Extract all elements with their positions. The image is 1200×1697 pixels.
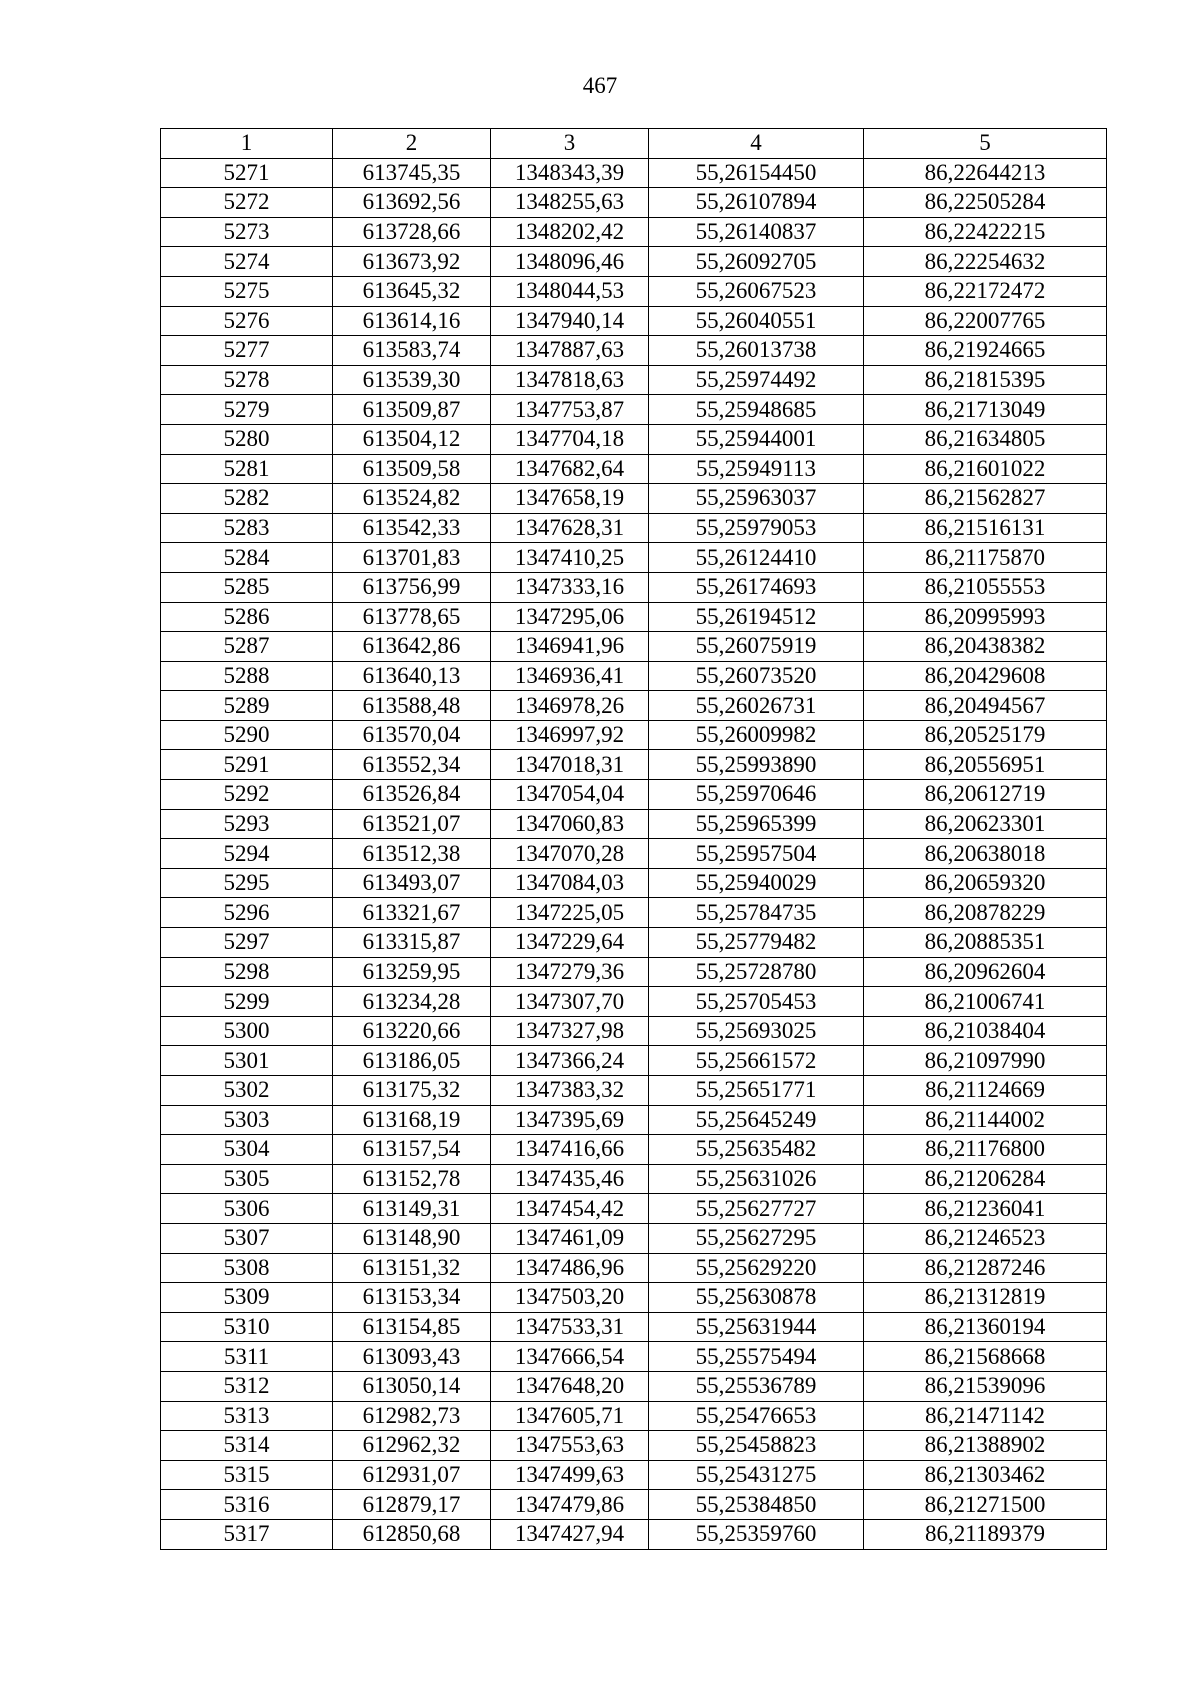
- table-cell-col-1: 5309: [161, 1283, 333, 1313]
- table-cell-col-1: 5308: [161, 1253, 333, 1283]
- table-cell-col-1: 5301: [161, 1046, 333, 1076]
- table-cell-col-1: 5274: [161, 247, 333, 277]
- table-row: [161, 602, 1107, 632]
- table-cell-col-3: 1347410,25: [491, 543, 649, 573]
- table-cell-col-5: 86,21236041: [864, 1194, 1107, 1224]
- table-cell-col-3: 1347070,28: [491, 839, 649, 869]
- table-cell-col-2: 613614,16: [333, 306, 491, 336]
- table-row: [161, 572, 1107, 602]
- table-cell-col-2: 613149,31: [333, 1194, 491, 1224]
- table-row: [161, 1312, 1107, 1342]
- table-cell-col-2: 613640,13: [333, 661, 491, 691]
- table-cell-col-4: 55,25693025: [649, 1016, 864, 1046]
- table-cell-col-1: 5287: [161, 632, 333, 662]
- table-cell-col-3: 1347499,63: [491, 1460, 649, 1490]
- table-cell-col-2: 613728,66: [333, 217, 491, 247]
- table-cell-col-3: 1347753,87: [491, 395, 649, 425]
- table-cell-col-5: 86,21246523: [864, 1223, 1107, 1253]
- table-cell-col-1: 5304: [161, 1135, 333, 1165]
- table-cell-col-3: 1347416,66: [491, 1135, 649, 1165]
- table-cell-col-5: 86,21303462: [864, 1460, 1107, 1490]
- table-cell-col-4: 55,25974492: [649, 365, 864, 395]
- table-cell-col-3: 1347887,63: [491, 336, 649, 366]
- table-cell-col-5: 86,22505284: [864, 188, 1107, 218]
- table-cell-col-4: 55,25940029: [649, 868, 864, 898]
- table-cell-col-3: 1347366,24: [491, 1046, 649, 1076]
- table-cell-col-5: 86,20885351: [864, 928, 1107, 958]
- table-cell-col-1: 5276: [161, 306, 333, 336]
- table-row: [161, 720, 1107, 750]
- table-row: [161, 1283, 1107, 1313]
- table-cell-col-5: 86,21006741: [864, 987, 1107, 1017]
- page-number: 467: [582, 73, 618, 98]
- table-row: [161, 780, 1107, 810]
- table-cell-col-2: 613148,90: [333, 1223, 491, 1253]
- table-cell-col-3: 1346936,41: [491, 661, 649, 691]
- table-cell-col-5: 86,21206284: [864, 1164, 1107, 1194]
- table-row: [161, 395, 1107, 425]
- table-cell-col-2: 613493,07: [333, 868, 491, 898]
- table-cell-col-4: 55,25728780: [649, 957, 864, 987]
- table-row: [161, 306, 1107, 336]
- table-cell-col-2: 613152,78: [333, 1164, 491, 1194]
- table-cell-col-1: 5305: [161, 1164, 333, 1194]
- table-cell-col-3: 1348255,63: [491, 188, 649, 218]
- table-cell-col-5: 86,21271500: [864, 1490, 1107, 1520]
- table-cell-col-4: 55,25645249: [649, 1105, 864, 1135]
- table-cell-col-1: 5279: [161, 395, 333, 425]
- table-row: [161, 1460, 1107, 1490]
- table-cell-col-1: 5272: [161, 188, 333, 218]
- table-cell-col-4: 55,25651771: [649, 1076, 864, 1106]
- table-cell-col-2: 613153,34: [333, 1283, 491, 1313]
- table-cell-col-5: 86,22172472: [864, 276, 1107, 306]
- table-cell-col-4: 55,26140837: [649, 217, 864, 247]
- table-cell-col-1: 5278: [161, 365, 333, 395]
- table-cell-col-3: 1348044,53: [491, 276, 649, 306]
- table-cell-col-4: 55,25705453: [649, 987, 864, 1017]
- table-cell-col-5: 86,20995993: [864, 602, 1107, 632]
- table-cell-col-4: 55,25963037: [649, 484, 864, 514]
- table-cell-col-2: 613778,65: [333, 602, 491, 632]
- table-cell-col-3: 1347225,05: [491, 898, 649, 928]
- table-cell-col-3: 1347427,94: [491, 1519, 649, 1549]
- table-cell-col-3: 1347940,14: [491, 306, 649, 336]
- table-cell-col-1: 5292: [161, 780, 333, 810]
- table-cell-col-1: 5291: [161, 750, 333, 780]
- table-row: [161, 1371, 1107, 1401]
- table-cell-col-4: 55,25631944: [649, 1312, 864, 1342]
- table-cell-col-3: 1347666,54: [491, 1342, 649, 1372]
- table-cell-col-3: 1347435,46: [491, 1164, 649, 1194]
- table-row: [161, 957, 1107, 987]
- table-cell-col-3: 1347333,16: [491, 572, 649, 602]
- table-row: [161, 1401, 1107, 1431]
- table-cell-col-5: 86,21038404: [864, 1016, 1107, 1046]
- table-cell-col-1: 5288: [161, 661, 333, 691]
- table-cell-col-1: 5300: [161, 1016, 333, 1046]
- table-cell-col-2: 613093,43: [333, 1342, 491, 1372]
- table-cell-col-4: 55,25993890: [649, 750, 864, 780]
- table-cell-col-2: 612962,32: [333, 1431, 491, 1461]
- table-cell-col-4: 55,26073520: [649, 661, 864, 691]
- table-row: [161, 158, 1107, 188]
- table-cell-col-4: 55,25631026: [649, 1164, 864, 1194]
- table-row: [161, 276, 1107, 306]
- table-cell-col-5: 86,22422215: [864, 217, 1107, 247]
- table-cell-col-3: 1346997,92: [491, 720, 649, 750]
- table-cell-col-3: 1347307,70: [491, 987, 649, 1017]
- table-cell-col-4: 55,26154450: [649, 158, 864, 188]
- table-cell-col-5: 86,21388902: [864, 1431, 1107, 1461]
- table-cell-col-1: 5285: [161, 572, 333, 602]
- table-cell-col-2: 613220,66: [333, 1016, 491, 1046]
- table-cell-col-3: 1347682,64: [491, 454, 649, 484]
- table-row: [161, 1490, 1107, 1520]
- table-cell-col-1: 5289: [161, 691, 333, 721]
- table-row: [161, 750, 1107, 780]
- table-row: [161, 898, 1107, 928]
- table-cell-col-4: 55,26075919: [649, 632, 864, 662]
- table-cell-col-3: 1347503,20: [491, 1283, 649, 1313]
- table-cell-col-4: 55,25979053: [649, 513, 864, 543]
- table-cell-col-2: 613509,87: [333, 395, 491, 425]
- table-cell-col-5: 86,21471142: [864, 1401, 1107, 1431]
- table-cell-col-1: 5312: [161, 1371, 333, 1401]
- table-cell-col-5: 86,20878229: [864, 898, 1107, 928]
- column-header-4: 4: [649, 129, 864, 159]
- table-cell-col-3: 1347395,69: [491, 1105, 649, 1135]
- table-cell-col-3: 1347295,06: [491, 602, 649, 632]
- table-cell-col-1: 5317: [161, 1519, 333, 1549]
- table-cell-col-1: 5298: [161, 957, 333, 987]
- table-cell-col-2: 612850,68: [333, 1519, 491, 1549]
- table-cell-col-1: 5313: [161, 1401, 333, 1431]
- table-cell-col-2: 613524,82: [333, 484, 491, 514]
- table-cell-col-1: 5286: [161, 602, 333, 632]
- table-cell-col-4: 55,26040551: [649, 306, 864, 336]
- table-cell-col-5: 86,20525179: [864, 720, 1107, 750]
- table-cell-col-4: 55,25629220: [649, 1253, 864, 1283]
- table-cell-col-1: 5296: [161, 898, 333, 928]
- table-cell-col-2: 612879,17: [333, 1490, 491, 1520]
- table-row: [161, 484, 1107, 514]
- table-cell-col-4: 55,25458823: [649, 1431, 864, 1461]
- table-cell-col-1: 5273: [161, 217, 333, 247]
- table-cell-col-4: 55,25957504: [649, 839, 864, 869]
- table-cell-col-2: 613154,85: [333, 1312, 491, 1342]
- table-cell-col-2: 613315,87: [333, 928, 491, 958]
- table-cell-col-1: 5297: [161, 928, 333, 958]
- table-cell-col-3: 1347018,31: [491, 750, 649, 780]
- table-cell-col-4: 55,26194512: [649, 602, 864, 632]
- table-cell-col-2: 613588,48: [333, 691, 491, 721]
- table-cell-col-3: 1347553,63: [491, 1431, 649, 1461]
- table-cell-col-4: 55,25476653: [649, 1401, 864, 1431]
- table-cell-col-1: 5271: [161, 158, 333, 188]
- table-cell-col-5: 86,21124669: [864, 1076, 1107, 1106]
- table-cell-col-1: 5294: [161, 839, 333, 869]
- table-cell-col-2: 613186,05: [333, 1046, 491, 1076]
- table-cell-col-5: 86,21562827: [864, 484, 1107, 514]
- table-cell-col-2: 612982,73: [333, 1401, 491, 1431]
- table-cell-col-4: 55,25627727: [649, 1194, 864, 1224]
- table-cell-col-3: 1347605,71: [491, 1401, 649, 1431]
- table-cell-col-5: 86,21097990: [864, 1046, 1107, 1076]
- table-cell-col-3: 1348096,46: [491, 247, 649, 277]
- table-cell-col-2: 612931,07: [333, 1460, 491, 1490]
- column-header-3: 3: [491, 129, 649, 159]
- table-cell-col-2: 613552,34: [333, 750, 491, 780]
- table-cell-col-5: 86,21312819: [864, 1283, 1107, 1313]
- table-cell-col-5: 86,21175870: [864, 543, 1107, 573]
- table-cell-col-4: 55,25359760: [649, 1519, 864, 1549]
- table-cell-col-4: 55,25949113: [649, 454, 864, 484]
- table-row: [161, 188, 1107, 218]
- table-cell-col-2: 613539,30: [333, 365, 491, 395]
- table-cell-col-5: 86,21287246: [864, 1253, 1107, 1283]
- table-cell-col-4: 55,25944001: [649, 424, 864, 454]
- column-header-1: 1: [161, 129, 333, 159]
- table-row: [161, 1194, 1107, 1224]
- table-cell-col-1: 5284: [161, 543, 333, 573]
- column-header-2: 2: [333, 129, 491, 159]
- table-cell-col-3: 1347704,18: [491, 424, 649, 454]
- table-cell-col-2: 613157,54: [333, 1135, 491, 1165]
- table-cell-col-3: 1347486,96: [491, 1253, 649, 1283]
- table-cell-col-2: 613168,19: [333, 1105, 491, 1135]
- table-cell-col-2: 613526,84: [333, 780, 491, 810]
- table-cell-col-5: 86,21634805: [864, 424, 1107, 454]
- table-cell-col-1: 5307: [161, 1223, 333, 1253]
- table-cell-col-1: 5311: [161, 1342, 333, 1372]
- table-cell-col-5: 86,20556951: [864, 750, 1107, 780]
- table-cell-col-5: 86,21360194: [864, 1312, 1107, 1342]
- table-cell-col-5: 86,21055553: [864, 572, 1107, 602]
- table-row: [161, 1223, 1107, 1253]
- table-cell-col-3: 1347454,42: [491, 1194, 649, 1224]
- table-cell-col-3: 1347648,20: [491, 1371, 649, 1401]
- table-cell-col-3: 1346941,96: [491, 632, 649, 662]
- table-cell-col-4: 55,25779482: [649, 928, 864, 958]
- table-cell-col-4: 55,25630878: [649, 1283, 864, 1313]
- table-cell-col-2: 613701,83: [333, 543, 491, 573]
- table-cell-col-4: 55,26067523: [649, 276, 864, 306]
- table-cell-col-2: 613692,56: [333, 188, 491, 218]
- table-cell-col-5: 86,22254632: [864, 247, 1107, 277]
- table-cell-col-4: 55,25948685: [649, 395, 864, 425]
- table-cell-col-1: 5314: [161, 1431, 333, 1461]
- table-cell-col-3: 1347279,36: [491, 957, 649, 987]
- table-row: [161, 217, 1107, 247]
- table-cell-col-3: 1346978,26: [491, 691, 649, 721]
- table-row: [161, 1519, 1107, 1549]
- table-cell-col-2: 613645,32: [333, 276, 491, 306]
- table-cell-col-2: 613756,99: [333, 572, 491, 602]
- table-row: [161, 928, 1107, 958]
- table-cell-col-1: 5280: [161, 424, 333, 454]
- table-cell-col-2: 613642,86: [333, 632, 491, 662]
- table-cell-col-1: 5275: [161, 276, 333, 306]
- table-cell-col-4: 55,25661572: [649, 1046, 864, 1076]
- table-cell-col-2: 613542,33: [333, 513, 491, 543]
- table-cell-col-1: 5283: [161, 513, 333, 543]
- table-cell-col-2: 613151,32: [333, 1253, 491, 1283]
- table-cell-col-4: 55,25627295: [649, 1223, 864, 1253]
- table-cell-col-5: 86,20429608: [864, 661, 1107, 691]
- table-cell-col-4: 55,26026731: [649, 691, 864, 721]
- table-row: [161, 1105, 1107, 1135]
- table-row: [161, 1164, 1107, 1194]
- table-cell-col-2: 613234,28: [333, 987, 491, 1017]
- table-cell-col-3: 1347060,83: [491, 809, 649, 839]
- table-cell-col-5: 86,22007765: [864, 306, 1107, 336]
- table-cell-col-5: 86,21815395: [864, 365, 1107, 395]
- table-row: [161, 868, 1107, 898]
- table-cell-col-4: 55,25575494: [649, 1342, 864, 1372]
- table-cell-col-5: 86,20623301: [864, 809, 1107, 839]
- table-cell-col-2: 613583,74: [333, 336, 491, 366]
- table-cell-col-4: 55,26009982: [649, 720, 864, 750]
- table-row: [161, 513, 1107, 543]
- table-cell-col-1: 5277: [161, 336, 333, 366]
- table-cell-col-1: 5302: [161, 1076, 333, 1106]
- table-cell-col-2: 613745,35: [333, 158, 491, 188]
- table-cell-col-4: 55,26124410: [649, 543, 864, 573]
- table-cell-col-1: 5281: [161, 454, 333, 484]
- table-cell-col-5: 86,21516131: [864, 513, 1107, 543]
- table-cell-col-5: 86,22644213: [864, 158, 1107, 188]
- table-row: [161, 454, 1107, 484]
- table-cell-col-4: 55,26107894: [649, 188, 864, 218]
- table-cell-col-3: 1347229,64: [491, 928, 649, 958]
- table-cell-col-4: 55,25384850: [649, 1490, 864, 1520]
- table-cell-col-4: 55,25784735: [649, 898, 864, 928]
- table-row: [161, 632, 1107, 662]
- table-cell-col-4: 55,25431275: [649, 1460, 864, 1490]
- table-cell-col-4: 55,25970646: [649, 780, 864, 810]
- table-cell-col-5: 86,21924665: [864, 336, 1107, 366]
- table-row: [161, 336, 1107, 366]
- table-cell-col-3: 1347479,86: [491, 1490, 649, 1520]
- table-cell-col-5: 86,21539096: [864, 1371, 1107, 1401]
- table-row: [161, 809, 1107, 839]
- table-cell-col-2: 613673,92: [333, 247, 491, 277]
- table-row: [161, 987, 1107, 1017]
- table-cell-col-4: 55,25965399: [649, 809, 864, 839]
- table-cell-col-5: 86,21601022: [864, 454, 1107, 484]
- table-cell-col-2: 613509,58: [333, 454, 491, 484]
- table-row: [161, 1253, 1107, 1283]
- table-header: [161, 129, 1107, 159]
- table-row: [161, 247, 1107, 277]
- table-cell-col-4: 55,26013738: [649, 336, 864, 366]
- table-row: [161, 839, 1107, 869]
- table-cell-col-3: 1347628,31: [491, 513, 649, 543]
- table-row: [161, 424, 1107, 454]
- header-row: [161, 129, 1107, 159]
- table-row: [161, 691, 1107, 721]
- table-body: [161, 158, 1107, 1549]
- table-cell-col-3: 1347461,09: [491, 1223, 649, 1253]
- table-cell-col-5: 86,20612719: [864, 780, 1107, 810]
- table-row: [161, 1016, 1107, 1046]
- table-row: [161, 543, 1107, 573]
- table-cell-col-1: 5293: [161, 809, 333, 839]
- table-cell-col-2: 613521,07: [333, 809, 491, 839]
- table-cell-col-5: 86,21176800: [864, 1135, 1107, 1165]
- table-row: [161, 1431, 1107, 1461]
- table-row: [161, 1046, 1107, 1076]
- table-cell-col-3: 1347818,63: [491, 365, 649, 395]
- table-cell-col-4: 55,25635482: [649, 1135, 864, 1165]
- table-cell-col-2: 613050,14: [333, 1371, 491, 1401]
- table-cell-col-3: 1347383,32: [491, 1076, 649, 1106]
- table-cell-col-5: 86,20659320: [864, 868, 1107, 898]
- table-cell-col-3: 1347533,31: [491, 1312, 649, 1342]
- table-cell-col-3: 1347084,03: [491, 868, 649, 898]
- table-cell-col-5: 86,21144002: [864, 1105, 1107, 1135]
- table-cell-col-4: 55,26174693: [649, 572, 864, 602]
- table-cell-col-1: 5306: [161, 1194, 333, 1224]
- table-cell-col-2: 613175,32: [333, 1076, 491, 1106]
- table-cell-col-3: 1348343,39: [491, 158, 649, 188]
- table-cell-col-3: 1348202,42: [491, 217, 649, 247]
- table-cell-col-5: 86,21189379: [864, 1519, 1107, 1549]
- column-header-5: 5: [864, 129, 1107, 159]
- table-cell-col-4: 55,26092705: [649, 247, 864, 277]
- table-cell-col-1: 5315: [161, 1460, 333, 1490]
- table-row: [161, 1135, 1107, 1165]
- table-cell-col-2: 613321,67: [333, 898, 491, 928]
- coordinates-table: [160, 128, 1107, 1550]
- table-cell-col-5: 86,20962604: [864, 957, 1107, 987]
- table-cell-col-3: 1347327,98: [491, 1016, 649, 1046]
- table-cell-col-5: 86,21568668: [864, 1342, 1107, 1372]
- table-row: [161, 365, 1107, 395]
- table-cell-col-3: 1347054,04: [491, 780, 649, 810]
- table-cell-col-1: 5295: [161, 868, 333, 898]
- table-row: [161, 1076, 1107, 1106]
- table-cell-col-5: 86,20438382: [864, 632, 1107, 662]
- table-cell-col-2: 613512,38: [333, 839, 491, 869]
- table-cell-col-5: 86,20494567: [864, 691, 1107, 721]
- table-row: [161, 661, 1107, 691]
- table-cell-col-2: 613504,12: [333, 424, 491, 454]
- table-cell-col-5: 86,20638018: [864, 839, 1107, 869]
- table-cell-col-5: 86,21713049: [864, 395, 1107, 425]
- table-cell-col-1: 5282: [161, 484, 333, 514]
- table-row: [161, 1342, 1107, 1372]
- table-cell-col-1: 5303: [161, 1105, 333, 1135]
- table-cell-col-1: 5290: [161, 720, 333, 750]
- table-cell-col-1: 5310: [161, 1312, 333, 1342]
- table-cell-col-4: 55,25536789: [649, 1371, 864, 1401]
- table-cell-col-3: 1347658,19: [491, 484, 649, 514]
- table-cell-col-2: 613570,04: [333, 720, 491, 750]
- table-cell-col-1: 5316: [161, 1490, 333, 1520]
- table-cell-col-1: 5299: [161, 987, 333, 1017]
- table-cell-col-2: 613259,95: [333, 957, 491, 987]
